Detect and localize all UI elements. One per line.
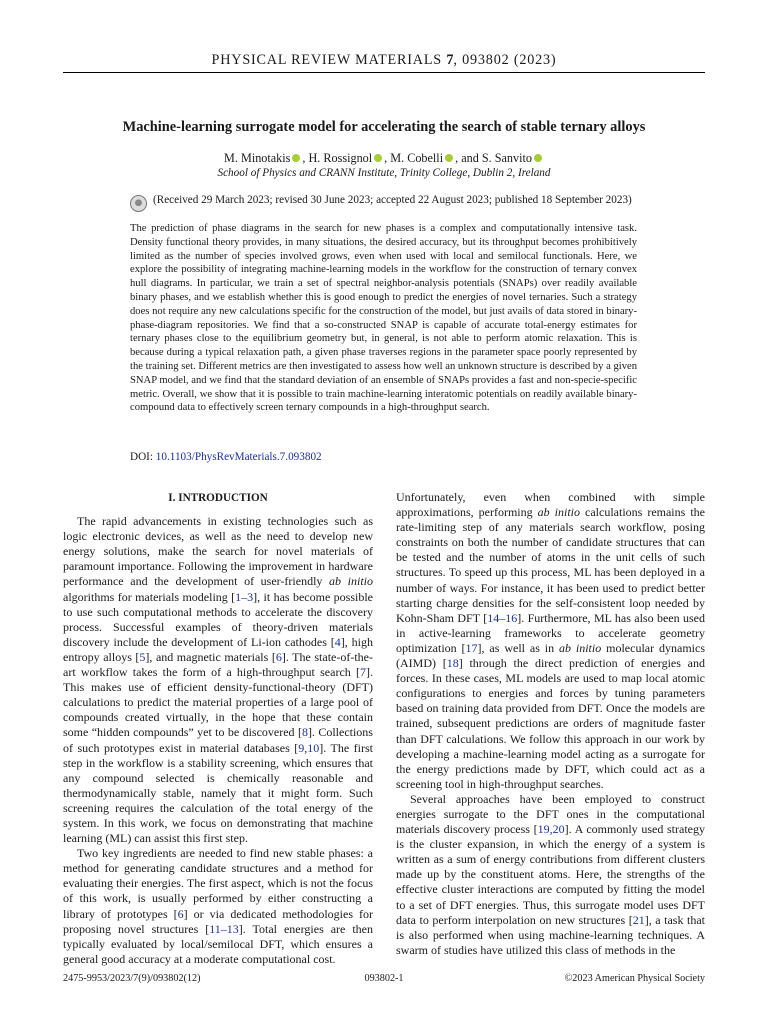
- doi-label: DOI:: [130, 451, 156, 463]
- citation-link[interactable]: 1–3: [235, 589, 254, 604]
- citation-link[interactable]: 18: [446, 656, 459, 671]
- article-title: Machine-learning surrogate model for accelerating the search of stable ternary alloys: [122, 119, 646, 135]
- paragraph: The rapid advancements in existing technologies such as logic electronic devices, as well as the need to develop new energy solutions, make the search for novel materials of paramount importance. Following the improvement in hardware performance and the development of user-friendly ab initio algorithms for materials modeling [1–3], it has become possible to use such computational methods to accelerate the discovery process. Successful examples of theory-driven materials discovery include the development of Li-ion cathodes [4], high entropy alloys [5], and magnetic materials [6]. The state-of-the-art workflow takes the form of a high-throughput search [7]. This makes use of efficient density-functional-theory (DFT) calculations to predict the material properties of a large pool of compounds created virtually, in the hope that these contain some “hidden compounds” yet to be discovered [8]. Collections of such prototypes exist in material databases [9,10]. The first step in the workflow is a stability screening, which ensures that any compound selected is chemically reasonable and thermodynamically stable, namely that it might form. Such screening requires the calculation of the total energy of the system. In this work, we focus on demonstrating that machine learning (ML) can assist this first step.: [63, 514, 374, 846]
- paragraph: Several approaches have been employed to construct energies surrogate to the DFT ones in the computational materials discovery process [19,20]. A commonly used strategy is the cluster expansion, in which the energy of a system is written as a sum of energy contributions from different clusters made up by the constituent atoms. Here, the strengths of the effective cluster interactions are computed by fitting the model to a set of DFT energies. Thus, this surrogate model uses DFT data to perform interpolation on new structures [21], a task that is also performed when using machine-learning techniques. A swarm of studies have utilized this class of methods in the: [396, 791, 705, 957]
- abstract: The prediction of phase diagrams in the search for new phases is a complex and computationally intensive task. Density functional theory provides, in many situations, the desired accuracy, but its throughput becomes prohibitively limited as the number of species involved grows, even when used with local and semilocal functionals. Here, we explore the possibility of integrating machine-learning models in the workflow for the construction of ternary convex hull diagrams. In particular, we train a set of spectral neighbor-analysis potentials (SNAPs) over readily available binary phases, and we establish whether this is good enough to predict the energies of novel ternaries. Such a strategy does not require any new calculations specific for the construction of the model, but just avails of data stored in binary-phase-diagram repositories. We find that a so-constructed SNAP is capable of accurate total-energy estimates for ternary phases close to the equilibrium geometry but, in general, is not able to perform atomic relaxation. This is because during a typical relaxation path, a given phase traverses regions in the parameter space poorly represented by the training set. Different metrics are then investigated to assess how well an unknown structure is described by a given SNAP model, and we find that the standard deviation of an ensemble of SNAPs provides a fast and non-specie-specific metric. Overall, we show that it is possible to train machine-learning interatomic potentials on readily available binary-compound data to effectively screen ternary compounds in a high-throughput search.: [130, 223, 637, 414]
- left-column: [63, 487, 373, 967]
- author-name[interactable]: , M. Cobelli: [384, 151, 444, 165]
- citation-link[interactable]: 11–13: [209, 921, 239, 936]
- paragraph: Unfortunately, even when combined with simple approximations, performing ab initio calculations remains the rate-limiting step of any materials search workflow, posing constraints on both the number of candidate structures that can be tested and the number of atoms in the unit cells of such structures. To speed up this process, ML has been deployed in a number of ways. For instance, it has been used to predict better starting charge densities for the self-consistent loop needed by Kohn-Sham DFT [14–16]. Furthermore, ML has also been used in active-learning frameworks to accelerate geometry optimization [17], as well as in ab initio molecular dynamics (AIMD) [18] through the direct prediction of energies and forces. In these cases, ML models are used to map local atomic configurations to energies and forces by tuning parameters based on training data provided from DFT. Once the models are trained, subsequent predictions are orders of magnitude faster than DFT calculations. We follow this approach in our work by developing a machine-learning model acting as a surrogate for the energy predictions made by DFT, which could act as a screening tool in high-throughput searches.: [396, 490, 705, 791]
- journal-name: PHYSICAL REVIEW MATERIALS: [211, 52, 447, 68]
- doi-link[interactable]: 10.1103/PhysRevMaterials.7.093802: [155, 451, 322, 463]
- article-number: , 093802 (2023): [453, 52, 557, 68]
- affiliation: School of Physics and CRANN Institute, Trinity College, Dublin 2, Ireland: [217, 167, 551, 179]
- right-column: [396, 490, 705, 958]
- journal-volume: 7: [446, 52, 454, 68]
- section-heading: I. INTRODUCTION: [168, 492, 268, 504]
- citation-link[interactable]: 7: [360, 665, 366, 680]
- header-rule: [63, 72, 705, 73]
- citation-link[interactable]: 14–16: [487, 610, 518, 625]
- doi-line: [130, 451, 322, 463]
- author-name[interactable]: M. Minotakis: [224, 151, 291, 165]
- crossmark-icon[interactable]: [130, 195, 147, 212]
- citation-link[interactable]: 6: [177, 906, 184, 921]
- received-dates: (Received 29 March 2023; revised 30 June 2023; accepted 22 August 2023; published 18 September 2023): [153, 194, 632, 206]
- citation-link[interactable]: 17: [465, 640, 478, 655]
- orcid-icon[interactable]: [292, 154, 300, 162]
- footer-issn: 2475-9953/2023/7(9)/093802(12): [63, 973, 201, 984]
- citation-link[interactable]: 19,20: [537, 822, 565, 837]
- footer-page-number: 093802-1: [364, 973, 404, 984]
- journal-header: [63, 52, 705, 69]
- orcid-icon[interactable]: [534, 154, 542, 162]
- citation-link[interactable]: 21: [632, 912, 645, 927]
- orcid-icon[interactable]: [445, 154, 453, 162]
- orcid-icon[interactable]: [374, 154, 382, 162]
- author-list: [63, 151, 705, 166]
- citation-link[interactable]: 5: [139, 649, 146, 664]
- author-name[interactable]: , H. Rossignol: [302, 151, 373, 165]
- citation-link[interactable]: 6: [275, 649, 282, 664]
- paragraph: Two key ingredients are needed to find new stable phases: a method for generating candidate structures and a method for evaluating their energies. The first aspect, which is not the focus of this work, is usually performed by either constructing a library of prototypes [6] or via dedicated methodologies for proposing novel structures [11–13]. Total energies are then typically evaluated by local/semilocal DFT, which ensures a general good accuracy at a moderate computational cost.: [63, 846, 373, 966]
- citation-link[interactable]: 8: [301, 725, 308, 740]
- citation-link[interactable]: 4: [334, 634, 341, 649]
- author-name[interactable]: , and S. Sanvito: [455, 151, 532, 165]
- citation-link[interactable]: 9,10: [298, 740, 320, 755]
- footer-copyright: ©2023 American Physical Society: [564, 973, 705, 984]
